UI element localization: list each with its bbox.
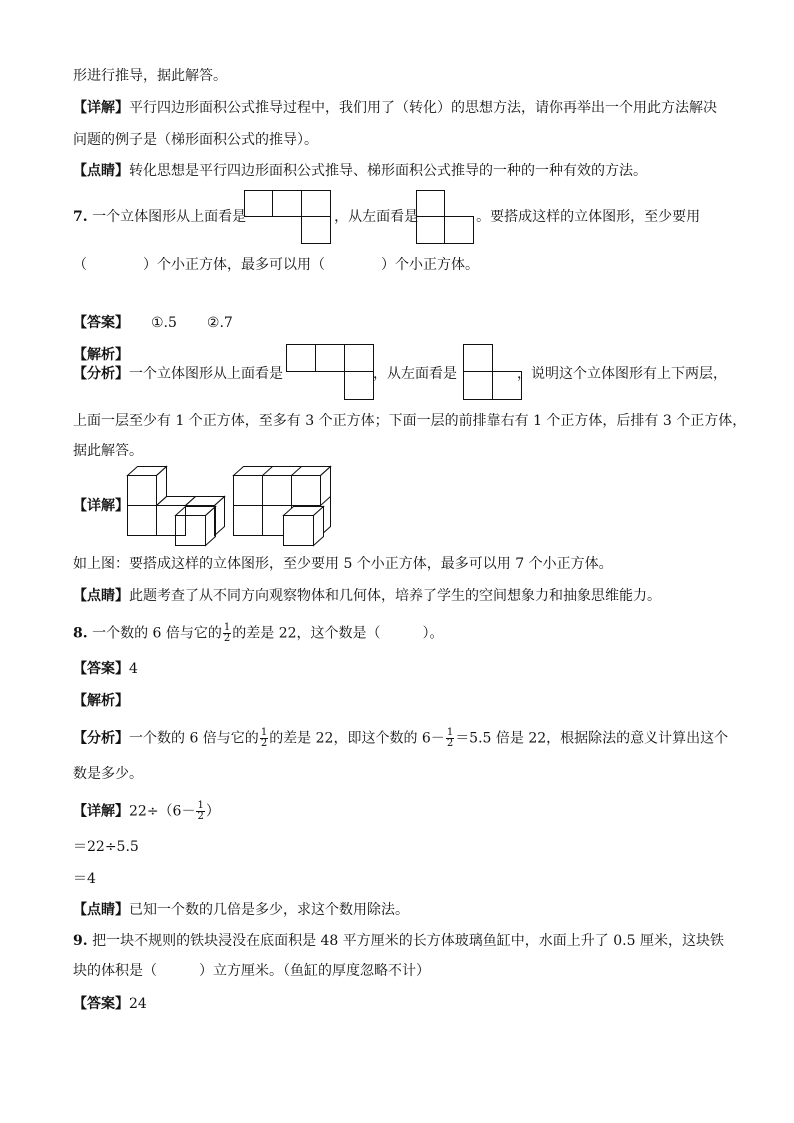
fenxi-line-2: 数是多少。: [73, 766, 143, 782]
analysis-tag: 【解析】: [73, 347, 129, 363]
left-view-figure-analysis: [463, 344, 525, 402]
question-7-line: 7. 一个立体图形从上面看是 ，从左面看是 。要搭成这样的立体图形，至少要用: [73, 209, 701, 225]
fenxi-line: 【分析】一个立体图形从上面看是 ，从左面看是 ，说明这个立体图形有上下两层，: [73, 366, 727, 382]
point-tag: 【点睛】: [73, 163, 129, 179]
fraction-half: $\frac{1}{2}$: [223, 622, 231, 644]
detail-line: 【详解】平行四边形面积公式推导过程中，我们用了（转化）的思想方法，请你再举出一个用此方法解决: [73, 100, 717, 116]
calc-step: ＝4: [73, 871, 96, 887]
question-9-line-2: 块的体积是（ ）立方厘米。（鱼缸的厚度忽略不计）: [73, 963, 430, 979]
detail-tag-line: 【详解】: [73, 498, 129, 514]
text-line: 形进行推导，据此解答。: [73, 68, 227, 84]
question-9-line: 9. 把一块不规则的铁块浸没在底面积是 48 平方厘米的长方体玻璃鱼缸中，水面上升了 0.5 厘米，这块铁: [73, 933, 724, 949]
text-line: 问题的例子是（梯形面积公式的推导）。: [73, 132, 318, 148]
point-line: 【点睛】转化思想是平行四边形面积公式推导、梯形面积公式推导的一种的一种有效的方法。: [73, 163, 647, 179]
fenxi-line-2: 上面一层至少有 1 个正方体，至多有 3 个正方体；下面一层的前排靠右有 1 个正方体，后排有 3 个正方体，: [73, 413, 747, 429]
left-view-figure: [416, 190, 476, 246]
detail-line: 如上图：要搭成这样的立体图形，至少要用 5 个小正方体，最多可以用 7 个小正方体。: [73, 556, 613, 572]
fenxi-line: 【分析】一个数的 6 倍与它的 $\frac{1}{2}$ 的差是 22，即这个数的 6－ $\frac{1}{2}$ ＝5.5 倍是 22，根据除法的意义计算出这个: [73, 727, 729, 749]
answer-line: 【答案】4: [73, 661, 138, 677]
min-cube-structure-figure: [127, 463, 229, 549]
question-number: 7.: [73, 209, 88, 225]
fenxi-line-3: 据此解答。: [73, 443, 143, 459]
point-line: 【点睛】此题考查了从不同方向观察物体和几何体，培养了学生的空间想象力和抽象思维能力。: [73, 588, 661, 604]
question-8-line: 8. 一个数的 6 倍与它的 $\frac{1}{2}$ 的差是 22，这个数是（ ）。: [73, 622, 444, 644]
point-line: 【点睛】已知一个数的几倍是多少，求这个数用除法。: [73, 902, 409, 918]
calc-step: ＝22÷5.5: [73, 839, 139, 855]
top-view-figure-analysis: [286, 344, 378, 402]
question-7-blanks: （ ）个小正方体，最多可以用（ ）个小正方体。: [73, 257, 479, 273]
detail-line: 【详解】22÷（6－ $\frac{1}{2}$ ）: [73, 800, 220, 822]
answer-line: 【答案】24: [73, 996, 147, 1012]
detail-tag: 【详解】: [73, 100, 129, 116]
max-cube-structure-figure: [233, 463, 337, 549]
top-view-figure: [244, 190, 334, 246]
analysis-tag: 【解析】: [73, 693, 129, 709]
answer-line: 【答案】 ①.5 ②.7: [73, 315, 233, 331]
